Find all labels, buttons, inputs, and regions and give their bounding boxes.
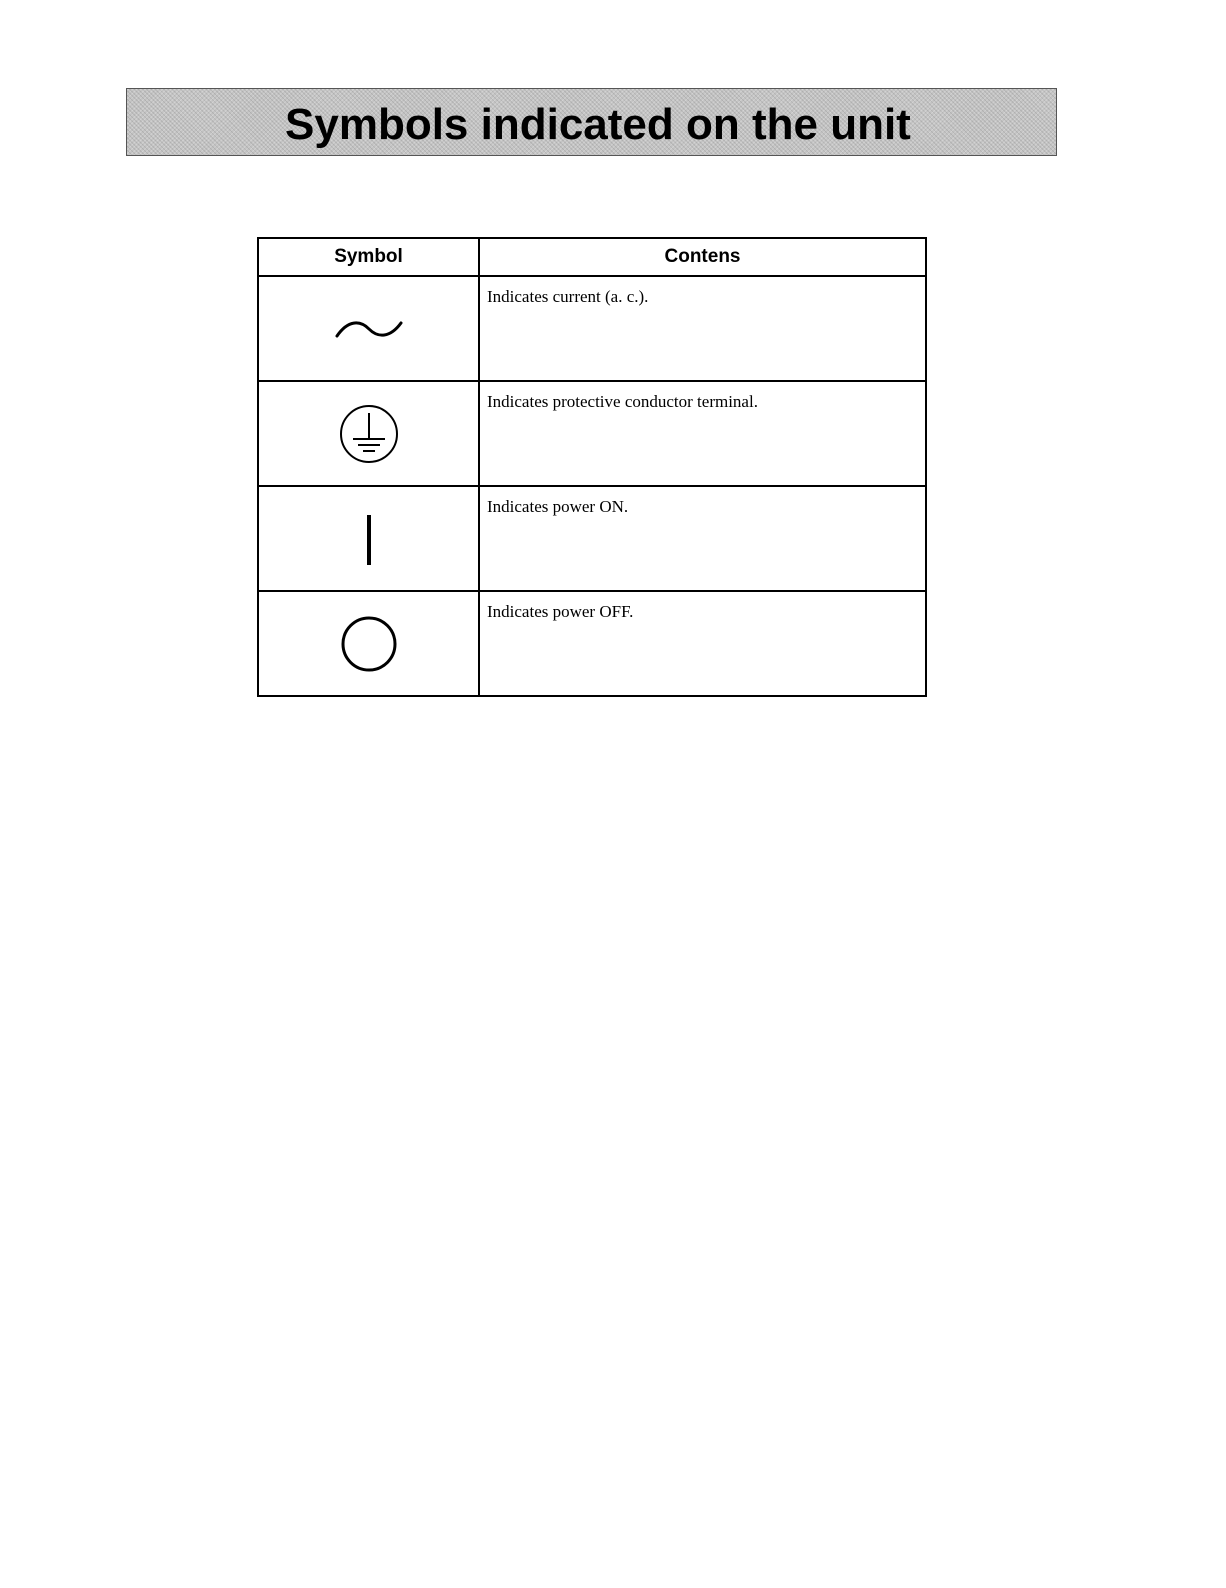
symbols-table [257,237,927,697]
ac-current-icon [334,314,404,344]
page-title: Symbols indicated on the unit [285,100,911,149]
symbol-cell [258,276,479,381]
table-row [258,276,926,381]
contents-column-header: Contens [479,238,926,276]
title-banner [126,88,1057,156]
power-on-icon [359,509,379,569]
symbol-column-header: Symbol [258,238,479,276]
protective-earth-icon [336,401,402,467]
description-cell: Indicates protective conductor terminal. [479,381,926,486]
table-row [258,591,926,696]
symbol-cell [258,381,479,486]
description-cell: Indicates power ON. [479,486,926,591]
table-header-row [258,238,926,276]
description-cell: Indicates power OFF. [479,591,926,696]
description-cell: Indicates current (a. c.). [479,276,926,381]
table-row [258,381,926,486]
symbol-cell [258,486,479,591]
table-row [258,486,926,591]
symbol-cell [258,591,479,696]
power-off-icon [339,612,399,676]
